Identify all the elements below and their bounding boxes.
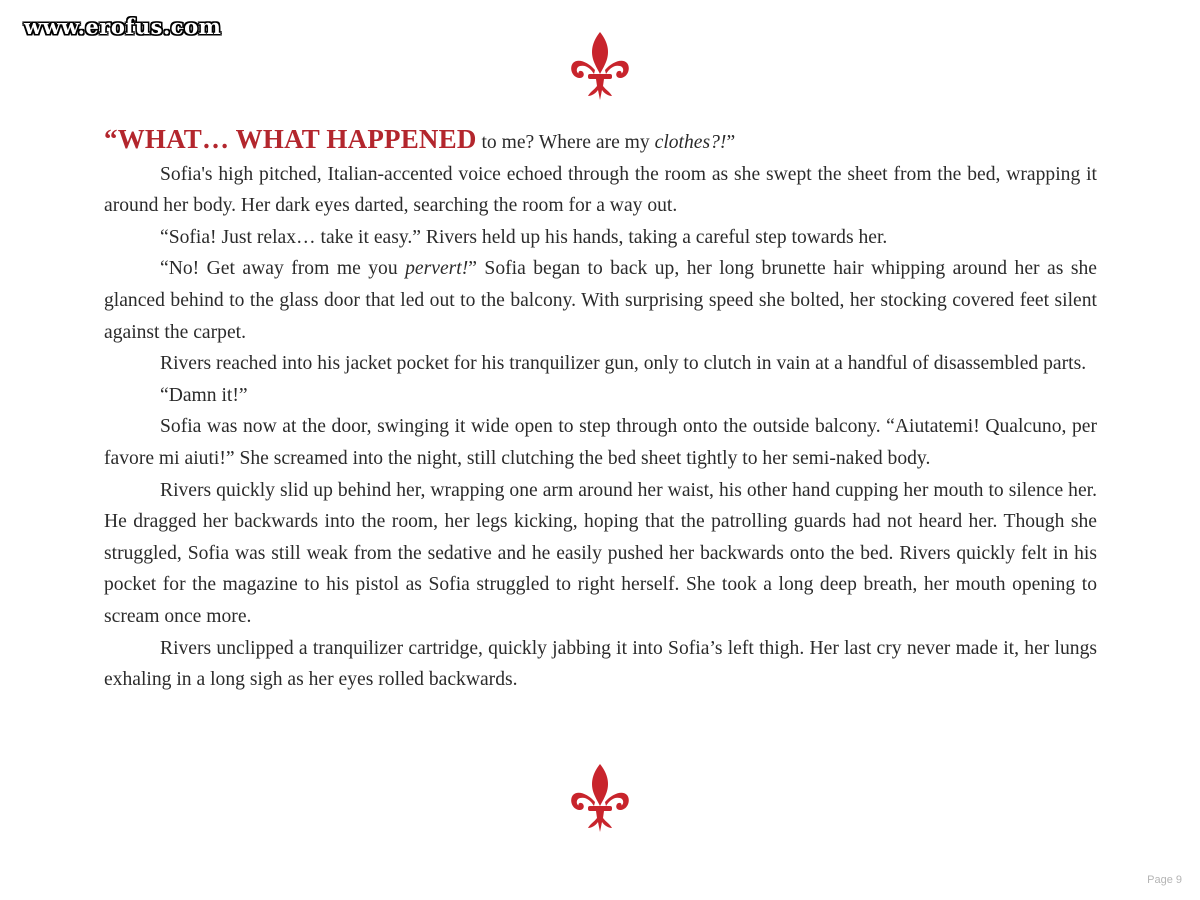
paragraph: “Damn it!” (160, 384, 248, 406)
paragraph: Sofia's high pitched, Italian-accented voice echoed through the room as she swept the sheet from the bed, wrapping it around her body. Her dark eyes darted, searching the room for a way out. (104, 163, 1097, 217)
fleur-de-lis-icon (568, 762, 632, 834)
paragraph: Sofia was now at the door, swinging it wide open to step through onto the outside balcony. “Aiutatemi! Qualcuno, per favore mi aiuti!” She screamed into the night, still clutching the bed sheet tightly to her semi-naked body. (104, 416, 1097, 469)
opening-line (104, 124, 1097, 159)
paragraph: Rivers unclipped a tranquilizer cartridge, quickly jabbing it into Sofia’s left thigh. Her last cry never made it, her lungs exhaling in a long sigh as her eyes rolled backwards. (104, 637, 1097, 691)
lead-rest: to me? Where are my (476, 132, 655, 153)
watermark: www.erofus.com (24, 14, 222, 39)
paragraph: “Sofia! Just relax… take it easy.” Rivers held up his hands, taking a careful step towards her. (160, 226, 888, 248)
p3-italic: pervert! (405, 258, 469, 280)
story-text (104, 124, 1097, 696)
paragraph: Rivers reached into his jacket pocket for his tranquilizer gun, only to clutch in vain at a handful of disassembled parts. (160, 353, 1087, 375)
lead-end: ” (726, 132, 736, 153)
page-number: Page 9 (1147, 874, 1182, 886)
paragraph (104, 253, 1097, 348)
p3-start: “No! Get away from me you (160, 258, 406, 280)
lead-caps: “WHAT… WHAT HAPPENED (104, 124, 477, 154)
lead-italic: clothes?! (654, 132, 727, 153)
paragraph: Rivers quickly slid up behind her, wrapping one arm around her waist, his other hand cupping her mouth to silence her. He dragged her backwards into the room, her legs kicking, hoping that the patrolling guards had not heard her. Though she struggled, Sofia was still weak from the sedative and he easily pushed her backwards onto the bed. Rivers quickly felt in his pocket for the magazine to his pistol as Sofia struggled to right herself. She took a long deep breath, her mouth opening to scream once more. (104, 479, 1097, 627)
p3-end: ” Sofia began to back up, her long brunette hair whipping around her as she glanced behind to the glass door that led out to the balcony. With surprising speed she bolted, her stocking covered feet silent against the carpet. (104, 258, 1097, 343)
fleur-de-lis-icon (568, 30, 632, 102)
